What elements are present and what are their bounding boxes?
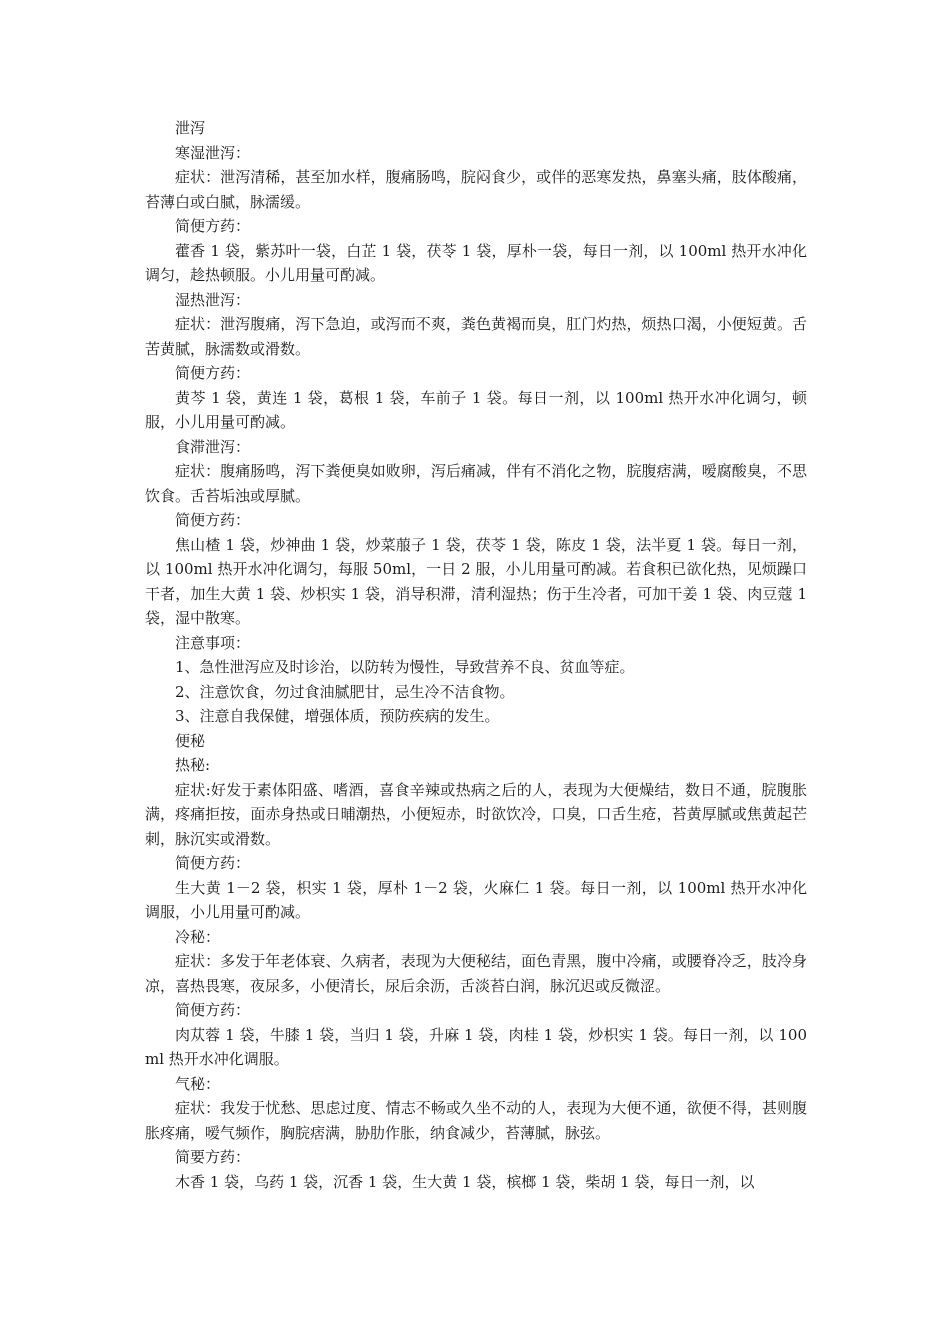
symptom-paragraph: 症状：多发于年老体衰、久病者，表现为大便秘结，面色青黑，腹中冷痛，或腰脊冷乏，肢冷身凉，喜热畏寒，夜尿多，小便清长，尿后余沥，舌淡苔白润，脉沉迟或反微涩。 xyxy=(145,952,807,995)
symptom-paragraph: 症状:好发于素体阳盛、嗜酒，喜食辛辣或热病之后的人，表现为大便燥结，数日不通，脘腹胀满，疼痛拒按，面赤身热或日晡潮热，小便短赤，时欲饮冷，口臭，口舌生疮，苔黄厚腻或焦黄起芒刺，脉沉实或滑数。 xyxy=(145,780,807,848)
symptom-paragraph: 症状：泄泻清稀，甚至加水样，腹痛肠鸣，脘闷食少，或伴的恶寒发热，鼻塞头痛，肢体酸痛，苔薄白或白腻，脉濡缓。 xyxy=(145,168,807,211)
remedy-heading: 简便方药： xyxy=(175,511,251,529)
subsection-heading: 热秘: xyxy=(175,756,211,774)
subsection-heading: 气秘： xyxy=(175,1074,221,1093)
document-body xyxy=(145,116,807,1194)
subsection-heading: 食滞泄泻： xyxy=(175,437,251,456)
remedy-heading: 简便方药： xyxy=(175,364,251,382)
remedy-paragraph: 黄芩 1 袋，黄连 1 袋，葛根 1 袋，车前子 1 袋。每日一剂，以 100ml 热开水冲化调匀，顿服，小儿用量可酌减。 xyxy=(145,388,807,431)
remedy-paragraph: 生大黄 1－2 袋，枳实 1 袋，厚朴 1－2 袋，火麻仁 1 袋。每日一剂，以 100ml 热开水冲化调服，小儿用量可酌减。 xyxy=(145,878,807,921)
note-item: 1、急性泄泻应及时诊治，以防转为慢性，导致营养不良、贫血等症。 xyxy=(175,658,635,676)
note-item: 2、注意饮食，勿过食油腻肥甘，忌生冷不洁食物。 xyxy=(175,682,515,701)
remedy-heading: 简要方药： xyxy=(175,1148,251,1166)
remedy-heading: 简便方药： xyxy=(175,1001,251,1019)
subsection-heading: 冷秘： xyxy=(175,927,221,946)
section-title-constipation: 便秘 xyxy=(175,731,206,750)
remedy-heading: 简便方药： xyxy=(175,217,251,235)
remedy-paragraph: 藿香 1 袋，紫苏叶一袋，白芷 1 袋，茯苓 1 袋，厚朴一袋，每日一剂，以 100ml 热开水冲化调匀，趁热顿服。小儿用量可酌减。 xyxy=(145,241,807,284)
subsection-heading: 湿热泄泻： xyxy=(175,290,251,309)
section-title-diarrhea: 泄泻 xyxy=(175,119,206,137)
remedy-paragraph: 焦山楂 1 袋，炒神曲 1 袋，炒菜菔子 1 袋，茯苓 1 袋，陈皮 1 袋，法半夏 1 袋。每日一剂，以 100ml 热开水冲化调匀，每服 50ml，一日 2 服，小儿用量可酌减。若食积已欲化热，见烦躁口干者，加生大黄 1 袋、炒枳实 1 袋，消导积滞，清利湿热；伤于生冷者，可加干姜 1 袋、肉豆蔻 1 袋，湿中散寒。 xyxy=(145,535,807,627)
subsection-heading: 寒湿泄泻： xyxy=(175,143,251,162)
symptom-paragraph: 症状：泄泻腹痛，泻下急迫，或泻而不爽，粪色黄褐而臭，肛门灼热，烦热口渴，小便短黄。舌苦黄腻，脉濡数或滑数。 xyxy=(145,315,807,358)
remedy-heading: 简便方药： xyxy=(175,854,251,872)
notes-heading: 注意事项： xyxy=(175,633,251,652)
remedy-paragraph: 木香 1 袋，乌药 1 袋，沉香 1 袋，生大黄 1 袋，槟榔 1 袋，柴胡 1 袋，每日一剂，以 xyxy=(175,1172,755,1191)
remedy-paragraph: 肉苁蓉 1 袋，牛膝 1 袋，当归 1 袋，升麻 1 袋，肉桂 1 袋，炒枳实 1 袋。每日一剂，以 100ml 热开水冲化调服。 xyxy=(145,1025,807,1068)
note-item: 3、注意自我保健，增强体质，预防疾病的发生。 xyxy=(175,707,500,725)
symptom-paragraph: 症状：腹痛肠鸣，泻下粪便臭如败卵，泻后痛减，伴有不消化之物，脘腹痞满，嗳腐酸臭，不思饮食。舌苔垢浊或厚腻。 xyxy=(145,462,807,505)
symptom-paragraph: 症状：我发于忧愁、思虑过度、情志不畅或久坐不动的人，表现为大便不通，欲便不得，甚则腹胀疼痛，嗳气频作，胸脘痞满，胁肋作胀，纳食减少，苔薄腻，脉弦。 xyxy=(145,1099,807,1142)
